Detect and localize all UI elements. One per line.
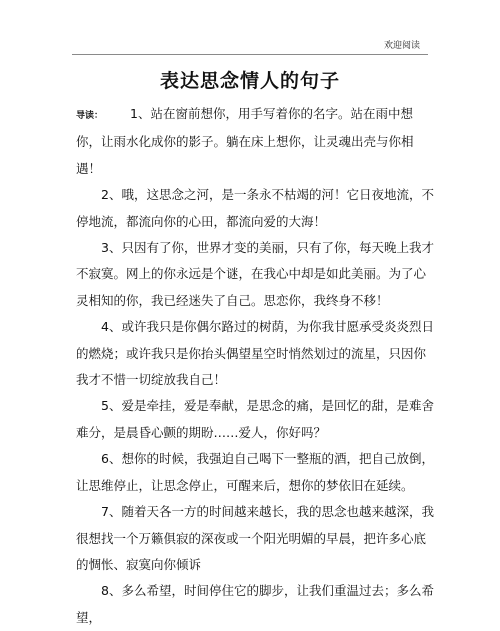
article-body [76,101,434,631]
page-title: 表达思念情人的句子 [159,70,340,92]
paragraph-2: 2、哦，这思念之河，是一条永不枯竭的河！它日夜地流，不停地流，都流向你的心田，都流向爱的大海！ [76,187,434,229]
header-divider [72,54,428,55]
paragraph-8: 8、多么希望，时间停住它的脚步，让我们重温过去；多么希望， [76,583,434,625]
paragraph-6: 6、想你的时候，我强迫自己喝下一整瓶的酒，把自己放倒，让思维停止，让思念停止，可醒来后，想你的梦依旧在延续。 [76,451,434,493]
paragraph-1: 1、站在窗前想你，用手写着你的名字。站在雨中想你，让雨水化成你的影子。躺在床上想你，让灵魂出壳与你相遇！ [76,106,414,176]
paragraph-5: 5、爱是牵挂，爱是奉献，是思念的痛，是回忆的甜，是难舍难分，是晨昏心颤的期盼……爱人，你好吗？ [76,398,434,440]
paragraph-3: 3、只因有了你，世界才变的美丽，只有了你，每天晚上我才不寂寞。网上的你永远是个谜，在我心中却是如此美丽。为了心灵相知的你，我已经迷失了自己。思恋你，我终身不移！ [76,240,434,308]
paragraph-7: 7、随着天各一方的时间越来越长，我的思念也越来越深，我很想找一个万籁俱寂的深夜或一个阳光明媚的早晨，把许多心底的惆怅、寂寞向你倾诉 [76,504,434,572]
paragraph-4: 4、或许我只是你偶尔路过的树荫，为你我甘愿承受炎炎烈日的燃烧；或许我只是你抬头偶望星空时悄然划过的流星，只因你我才不惜一切绽放我自己！ [76,319,434,388]
lead-label: 导读： [76,111,104,121]
header-note: 欢迎阅读 [383,41,420,51]
lead-paragraph [76,101,434,182]
